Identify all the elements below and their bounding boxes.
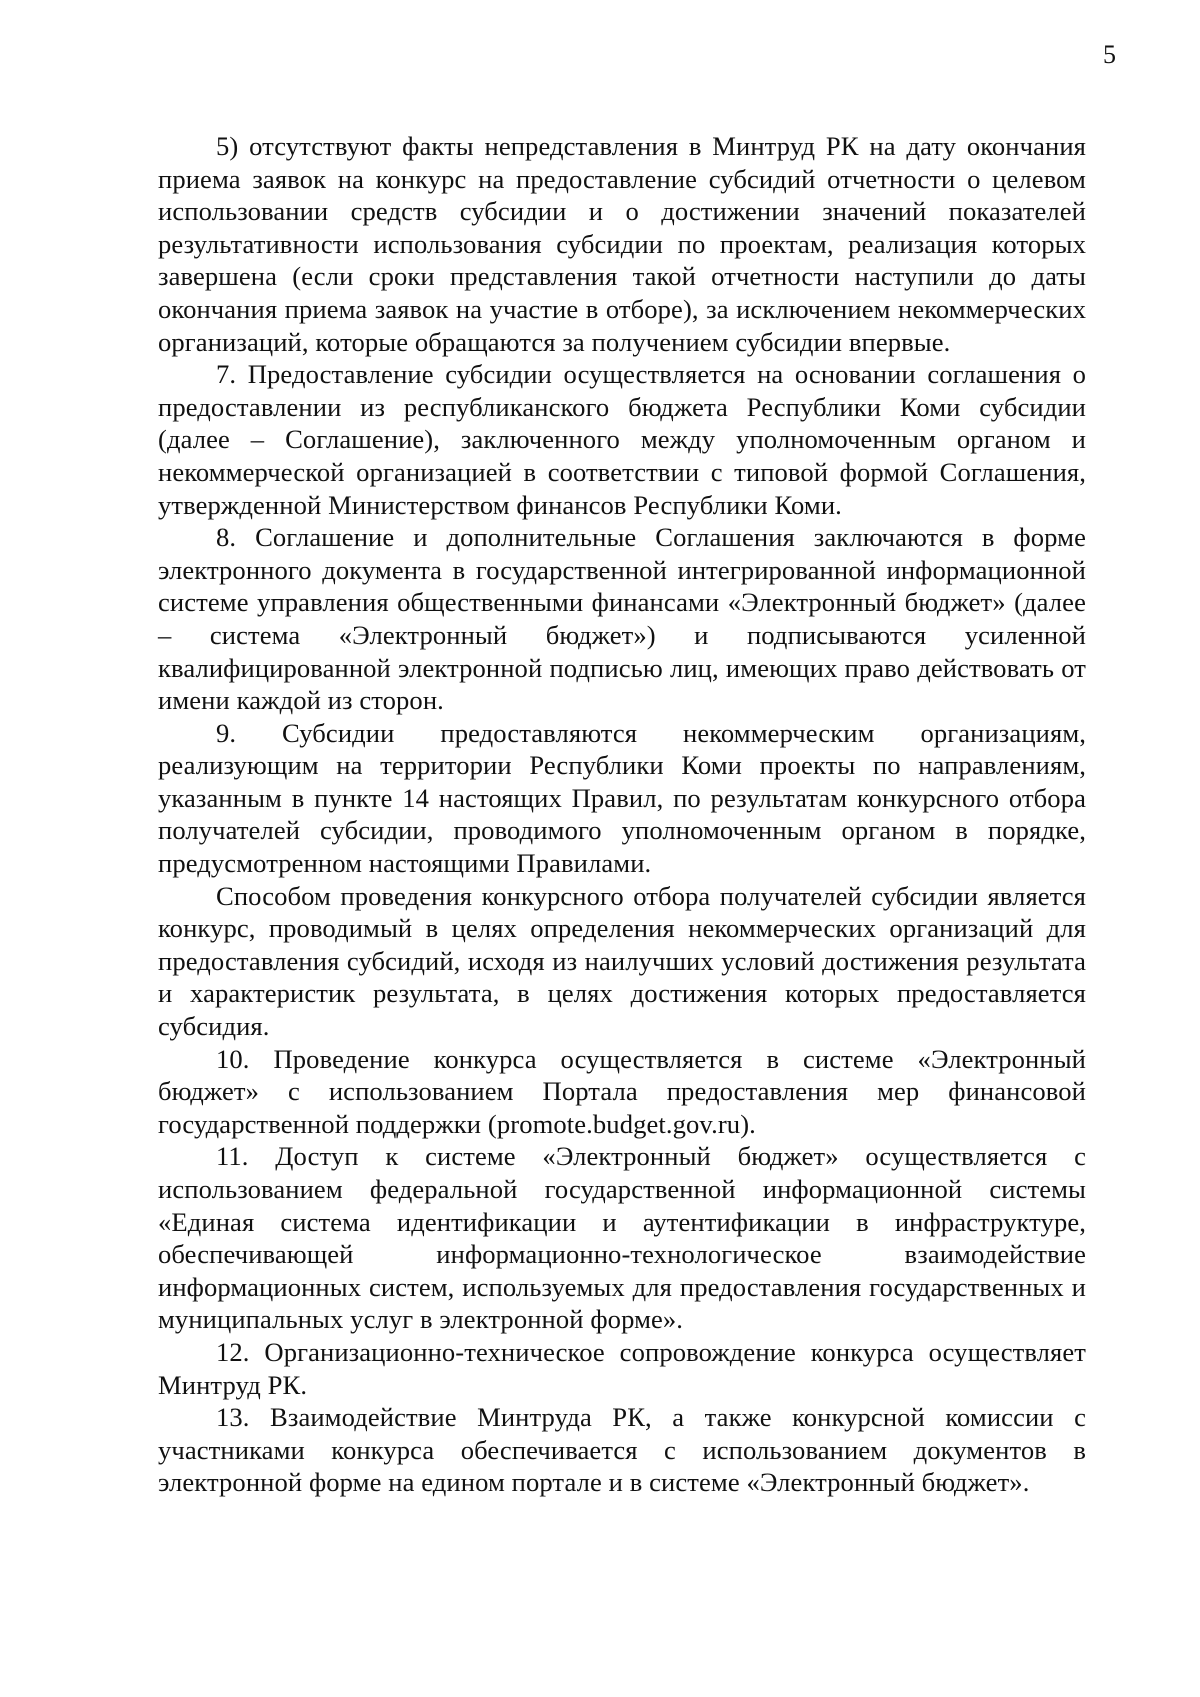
paragraph-item-7: 7. Предоставление субсидии осуществляется на основании соглашения о предоставлении из республиканского бюджета Республики Коми субсидии (далее – Соглашение), заключенного между уполномоченным органом и некоммерческой организацией в соответствии с типовой формой Соглашения, утвержденной Министерством финансов Республики Коми. <box>158 359 1086 520</box>
paragraph-item-11: 11. Доступ к системе «Электронный бюджет» осуществляется с использованием федеральной государственной информационной системы «Единая система идентификации и аутентификации в инфраструктуре, обеспечивающей информационно-технологическое взаимодействие информационных систем, используемых для предоставления государственных и муниципальных услуг в электронной форме». <box>158 1141 1086 1335</box>
paragraph-item-5: 5) отсутствуют факты непредставления в Минтруд РК на дату окончания приема заявок на конкурс на предоставление субсидий отчетности о целевом использовании средств субсидии и о достижении значений показателей результативности использования субсидии по проектам, реализация которых завершена (если сроки представления такой отчетности наступили до даты окончания приема заявок на участие в отборе), за исключением некоммерческих организаций, которые обращаются за получением субсидии впервые. <box>158 131 1086 357</box>
paragraph-item-8: 8. Соглашение и дополнительные Соглашения заключаются в форме электронного документа в государственной интегрированной информационной системе управления общественными финансами «Электронный бюджет» (далее – система «Электронный бюджет») и подписываются усиленной квалифицированной электронной подписью лиц, имеющих право действовать от имени каждой из сторон. <box>158 522 1086 716</box>
page-number: 5 <box>1103 40 1116 69</box>
paragraph-method-of-selection: Способом проведения конкурсного отбора получателей субсидии является конкурс, проводимый в целях определения некоммерческих организаций для предоставления субсидий, исходя из наилучших условий достижения результата и характеристик результата, в целях достижения которых предоставляется субсидия. <box>158 880 1086 1042</box>
paragraph-item-9: 9. Субсидии предоставляются некоммерческим организациям, реализующим на территории Республики Коми проекты по направлениям, указанным в пункте 14 настоящих Правил, по результатам конкурсного отбора получателей субсидии, проводимого уполномоченным органом в порядке, предусмотренном настоящими Правилами. <box>158 717 1086 879</box>
paragraph-item-10: 10. Проведение конкурса осуществляется в системе «Электронный бюджет» с использованием Портала предоставления мер финансовой государственной поддержки (promote.budget.gov.ru). <box>158 1043 1086 1139</box>
document-body <box>158 130 1086 1499</box>
paragraph-item-12: 12. Организационно-техническое сопровождение конкурса осуществляет Минтруд РК. <box>158 1336 1086 1400</box>
paragraph-item-13: 13. Взаимодействие Минтруда РК, а также конкурсной комиссии с участниками конкурса обеспечивается с использованием документов в электронной форме на едином портале и в системе «Электронный бюджет». <box>158 1402 1086 1498</box>
